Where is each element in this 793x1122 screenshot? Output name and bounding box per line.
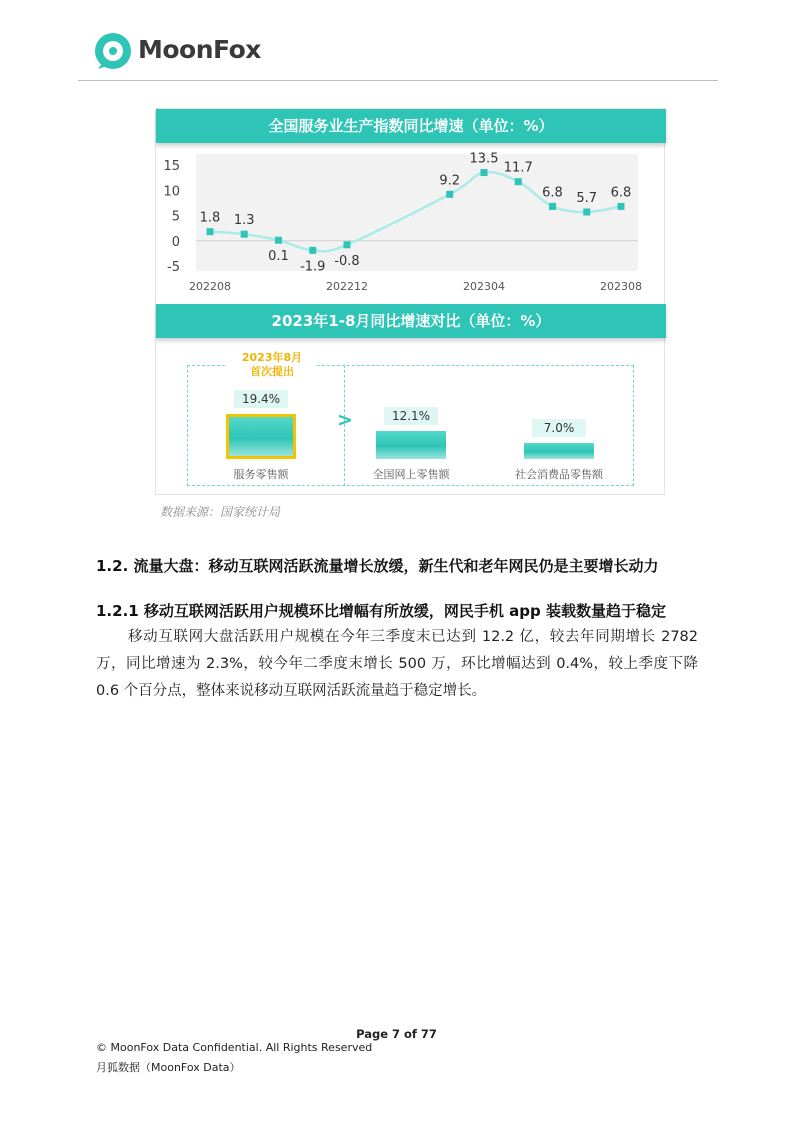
data-label: -0.8 — [334, 253, 360, 269]
bar — [226, 414, 296, 459]
bar-value-label: 7.0% — [532, 419, 586, 437]
y-tick-label: -5 — [167, 260, 180, 275]
y-tick-label: 5 — [171, 209, 180, 225]
data-label: 13.5 — [469, 151, 499, 167]
data-label: 5.7 — [576, 190, 598, 206]
x-tick-label: 202304 — [463, 280, 505, 293]
data-point — [275, 237, 282, 244]
data-label: 0.1 — [268, 249, 289, 265]
data-point — [446, 191, 453, 198]
x-tick-label: 202212 — [326, 280, 368, 293]
data-point — [344, 241, 351, 248]
page-number: Page 7 of 77 — [356, 1027, 437, 1041]
chart2-title: 2023年1-8月同比增速对比（单位：%） — [156, 304, 666, 338]
data-point — [515, 178, 522, 185]
data-label: 1.8 — [199, 210, 221, 226]
bar-category-label: 社会消费品零售额 — [515, 468, 603, 481]
chart1-title: 全国服务业生产指数同比增速（单位：%） — [156, 109, 666, 143]
y-tick-label: 15 — [163, 159, 180, 174]
company-name: 月狐数据（MoonFox Data） — [96, 1061, 241, 1074]
data-point — [241, 231, 248, 238]
data-label: 11.7 — [503, 160, 533, 176]
section-heading-1-2: 1.2. 流量大盘：移动互联网活跃流量增长放缓，新生代和老年网民仍是主要增长动力 — [96, 557, 659, 575]
bar — [524, 443, 594, 459]
data-label: 1.3 — [233, 213, 255, 229]
bar — [376, 431, 446, 459]
brand-name: MoonFox — [138, 35, 261, 64]
section-heading-1-2-1: 1.2.1 移动互联网活跃用户规模环比增幅有所放缓，网民手机 app 装载数量趋于稳定 — [96, 602, 666, 620]
header-divider — [78, 80, 718, 81]
chart-card — [155, 108, 665, 495]
data-label: -1.9 — [300, 259, 326, 275]
badge-line-2: 首次提出 — [250, 365, 294, 378]
greater-than-sign: > — [337, 409, 353, 431]
data-point — [549, 203, 556, 210]
first-proposed-badge — [227, 351, 317, 379]
data-point — [309, 247, 316, 254]
data-point — [583, 208, 590, 215]
data-point — [207, 228, 214, 235]
bar-value-label: 19.4% — [234, 390, 288, 408]
data-point — [481, 169, 488, 176]
bar-category-label: 全国网上零售额 — [372, 468, 450, 481]
badge-line-1: 2023年8月 — [241, 351, 303, 364]
line-chart — [156, 149, 664, 299]
source-note: 数据来源：国家统计局 — [160, 505, 281, 519]
moonfox-logo-icon — [94, 32, 132, 70]
data-label: 6.8 — [610, 185, 632, 201]
data-label: 6.8 — [542, 185, 563, 201]
y-tick-label: 0 — [171, 234, 180, 250]
data-point — [618, 203, 625, 210]
bar-value-label: 12.1% — [384, 407, 438, 425]
bar-category-label: 服务零售额 — [233, 468, 289, 481]
body-paragraph: 移动互联网大盘活跃用户规模在今年三季度末已达到 12.2 亿，较去年同期增长 2782 万，同比增速为 2.3%，较今年二季度末增长 500 万，环比增幅达到 0.4%，较上季度下降 0.6 个百分点，整体来说移动互联网活跃流量趋于稳定增长。 — [96, 629, 698, 699]
x-tick-label: 202308 — [600, 280, 642, 293]
x-tick-label: 202208 — [189, 280, 231, 293]
data-label: 9.2 — [439, 173, 461, 189]
copyright-line: © MoonFox Data Confidential. All Rights Reserved — [96, 1041, 373, 1054]
y-tick-label: 10 — [163, 184, 180, 200]
